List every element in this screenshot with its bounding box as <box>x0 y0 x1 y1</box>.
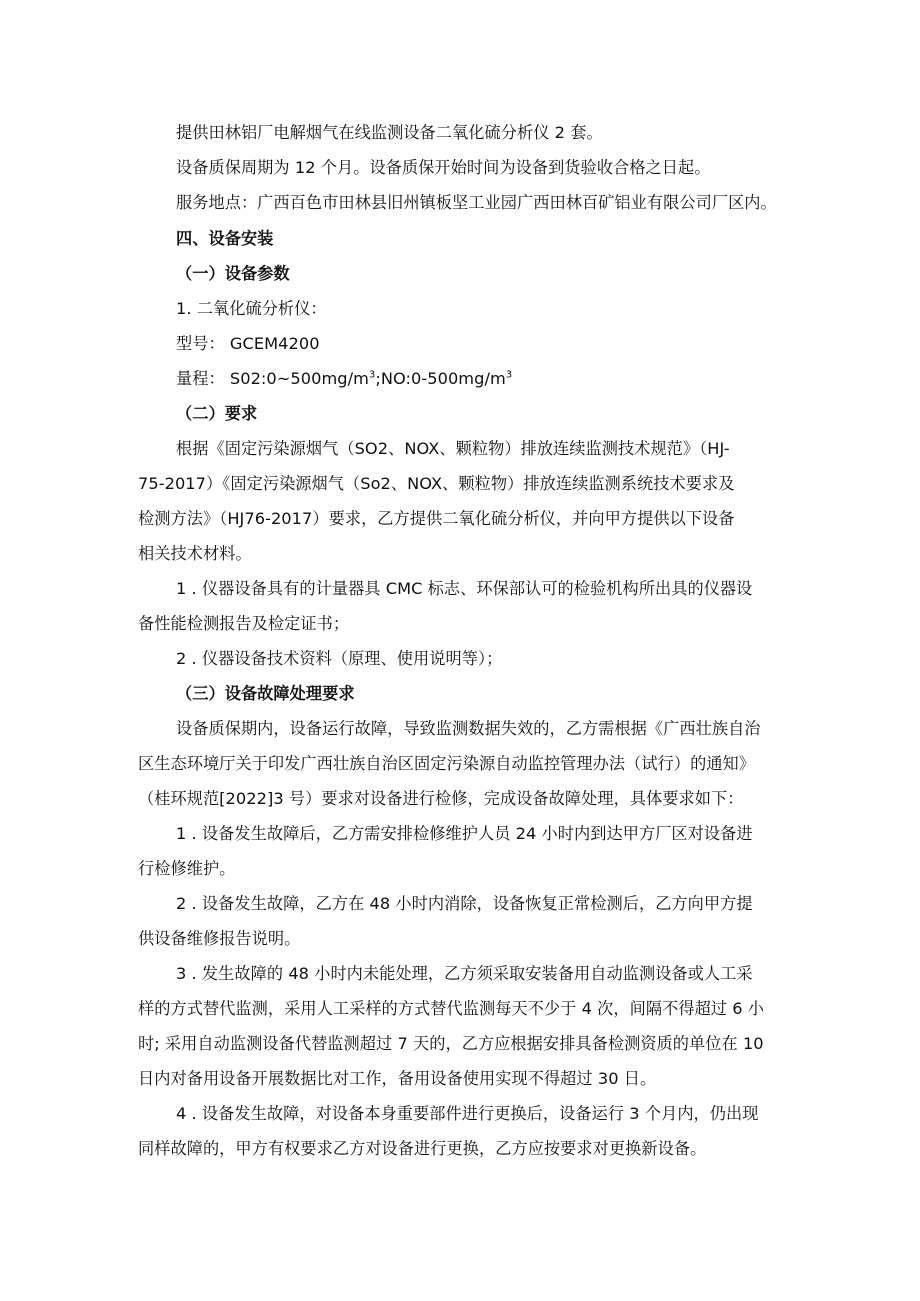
list-item-line: 3 . 发生故障的 48 小时内未能处理，乙方须采取安装备用自动监测设备或人工采 <box>176 964 753 983</box>
list-item-line: 同样故障的，甲方有权要求乙方对设备进行更换，乙方应按要求对更换新设备。 <box>138 1139 707 1158</box>
subsection-heading-params: （一）设备参数 <box>176 264 290 283</box>
list-item-line: 备性能检测报告及检定证书； <box>138 614 350 633</box>
list-item-line: 4 . 设备发生故障，对设备本身重要部件进行更换后，设备运行 3 个月内，仍出现 <box>176 1104 759 1123</box>
list-item-line: 2 . 设备发生故障，乙方在 48 小时内消除，设备恢复正常检测后，乙方向甲方提 <box>176 894 753 913</box>
param-range-mid: ;NO:0-500mg/m <box>375 369 506 388</box>
list-item-line: 行检修维护。 <box>138 859 236 878</box>
intro-line-scope: 提供田林铝厂电解烟气在线监测设备二氧化硫分析仪 2 套。 <box>176 123 603 142</box>
list-item-line: 时; 采用自动监测设备代替监测超过 7 天的，乙方应根据安排具备检测资质的单位在 10 <box>138 1034 764 1053</box>
list-item-line: 1 . 设备发生故障后，乙方需安排检修维护人员 24 小时内到达甲方厂区对设备进 <box>176 824 753 843</box>
paragraph-line: （桂环规范[2022]3 号）要求对设备进行检修，完成设备故障处理，具体要求如下： <box>138 789 744 808</box>
param-range-text: 量程： S02:0~500mg/m <box>176 369 369 388</box>
param-range-sup-2: 3 <box>505 369 513 381</box>
param-range-sup-1: 3 <box>368 369 376 381</box>
intro-line-location: 服务地点：广西百色市田林县旧州镇板坚工业园广西田林百矿铝业有限公司厂区内。 <box>176 193 777 212</box>
list-item-line: 1 . 仪器设备具有的计量器具 CMC 标志、环保部认可的检验机构所出具的仪器设 <box>176 579 753 598</box>
paragraph-line: 根据《固定污染源烟气（SO2、NOX、颗粒物）排放连续监测技术规范》（HJ- <box>176 439 730 458</box>
param-item-title: 1. 二氧化硫分析仪： <box>176 299 327 318</box>
paragraph-line: 75-2017）《固定污染源烟气（So2、NOX、颗粒物）排放连续监测系统技术要求及 <box>138 474 735 493</box>
list-item-line: 日内对备用设备开展数据比对工作，备用设备使用实现不得超过 30 日。 <box>138 1069 657 1088</box>
section-heading: 四、设备安装 <box>176 229 274 248</box>
paragraph-line: 设备质保期内，设备运行故障，导致监测数据失效的，乙方需根据《广西壮族自治 <box>176 719 761 738</box>
paragraph-line: 区生态环境厅关于印发广西壮族自治区固定污染源自动监控管理办法（试行）的通知》 <box>138 754 756 773</box>
list-item-line: 样的方式替代监测，采用人工采样的方式替代监测每天不少于 4 次，间隔不得超过 6 小 <box>138 999 765 1018</box>
subsection-heading-faults: （三）设备故障处理要求 <box>176 684 355 703</box>
list-item-line: 供设备维修报告说明。 <box>138 929 301 948</box>
paragraph-line: 相关技术材料。 <box>138 544 252 563</box>
list-item-line: 2 . 仪器设备技术资料（原理、使用说明等）； <box>176 649 503 668</box>
param-model: 型号： GCEM4200 <box>176 334 320 353</box>
subsection-heading-requirements: （二）要求 <box>176 404 258 423</box>
intro-line-warranty: 设备质保周期为 12 个月。设备质保开始时间为设备到货验收合格之日起。 <box>176 158 711 177</box>
paragraph-line: 检测方法》（HJ76-2017）要求，乙方提供二氧化硫分析仪，并向甲方提供以下设备 <box>138 509 735 528</box>
param-range <box>176 368 512 390</box>
